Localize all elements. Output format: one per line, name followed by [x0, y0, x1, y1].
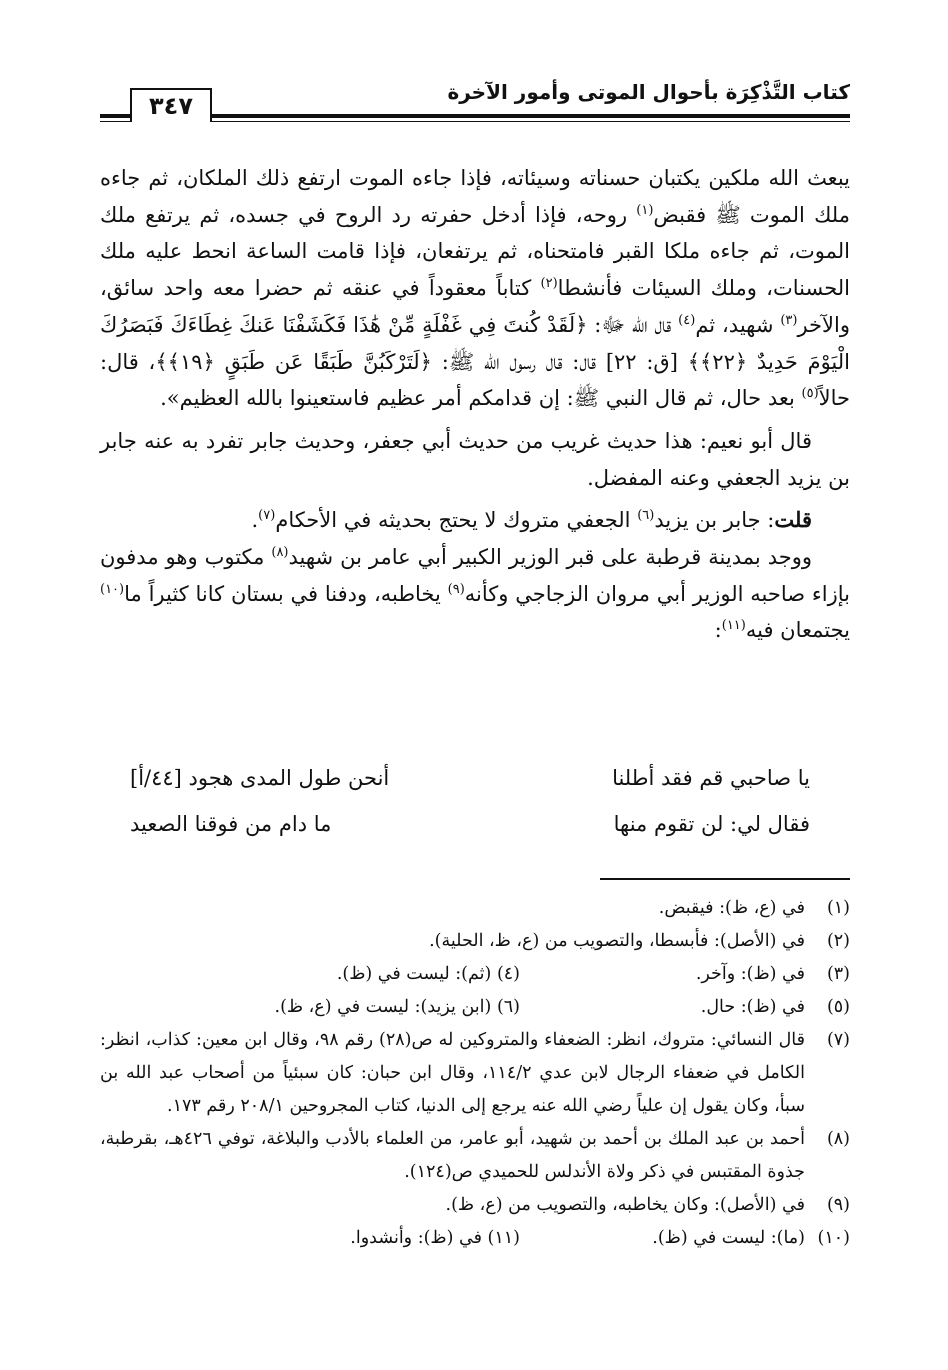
footnote-ref-3: (٣) — [780, 312, 798, 328]
header-rule-thin — [100, 121, 850, 122]
footnote-3: (٣) في (ظ): وآخر. — [695, 964, 850, 984]
verse-second-hemistich: أنحن طول المدى هجود [٤٤/أ] — [130, 766, 390, 790]
paragraph-hadith: يبعث الله ملكين يكتبان حسناته وسيئاته، فإذا جاءه الموت ارتفع ذلك الملكان، ثم جاءه ملك الموت ﷺ فقبض$^{(١)}$ روحه، فإذا أدخل حفرته رد الروح في جسده، ثم يرتفع ملك الموت، ثم جاءه ملكا القبر فامتحناه، ثم يرتفعان، فإذا قامت الساعة انحط عليه ملك الحسنات، وملك السيئات فأنشطا$^{(٢)}$ كتاباً معقوداً في عنقه ثم حضرا معه واحد سائق، والآخر$^{(٣)}$ شهيد، ثم$^{(٤)}$ قال الله ﷻ: ﴿لَقَدْ كُنتَ فِي غَفْلَةٍ مِّنْ هَٰذَا فَكَشَفْنَا عَنكَ غِطَاءَكَ فَبَصَرُكَ الْيَوْمَ حَدِيدٌ ﴿٢٢﴾﴾ [ق: ٢٢] قال: قال رسول الله ﷺ: ﴿لَتَرْكَبُنَّ طَبَقًا عَن طَبَقٍ ﴿١٩﴾﴾، قال: حالاً$^{(٥)}$ بعد حال، ثم قال النبي ﷺ: إن قدامكم أمر عظيم فاستعينوا بالله العظيم». — [100, 166, 850, 411]
main-text — [100, 160, 850, 649]
footnote-ref-6: (٦) — [637, 508, 655, 524]
quran-verse: ﴿لَتَرْكَبُنَّ طَبَقًا عَن طَبَقٍ ﴿١٩﴾﴾ — [155, 349, 432, 374]
footnote-7: (٧) قال النسائي: متروك، انظر: الضعفاء والمتروكين له ص(٢٨) رقم ٩٨، وقال ابن معين: كذاب، انظر: الكامل في ضعفاء الرجال لابن عدي ١١٤/٢، وقال ابن حبان: كان سبئياً من أصحاب عبد الله بن سبأ، وكان يقول إن علياً رضي الله عنه يرجع إلى الدنيا، كتاب المجروحين ٢٠٨/١ رقم ١٧٣. — [100, 1030, 850, 1116]
poem-verse — [100, 812, 850, 852]
paragraph-abu-nuaym: قال أبو نعيم: هذا حديث غريب من حديث أبي جعفر، وحديث جابر تفرد به عنه جابر بن يزيد الجعفي وعنه المفضل. — [100, 428, 850, 490]
qultu-label: قلت — [774, 507, 812, 533]
footnote-4: (٤) (ثم): ليست في (ظ). — [336, 964, 520, 984]
paragraph-qultu: قلت: جابر بن يزيد$^{(٦)}$ الجعفي متروك لا يحتج بحديثه في الأحكام$^{(٧)}$. — [251, 507, 812, 533]
poem-verse — [100, 766, 850, 806]
running-title: كتاب التَّذْكِرَة بأحوال الموتى وأمور الآخرة — [447, 80, 850, 104]
footnote-ref-2: (٢) — [540, 276, 558, 292]
footnote-ref-9: (٩) — [447, 581, 465, 597]
footnote-ref-8: (٨) — [271, 545, 289, 561]
footnote-1: (١) في (ع، ظ): فيقبض. — [658, 898, 850, 918]
page-header — [100, 70, 850, 126]
footnote-ref-10: (١٠) — [100, 581, 125, 597]
header-rule-thick — [100, 114, 850, 118]
page-number: ٣٤٧ — [130, 88, 212, 122]
footnote-ref-7: (٧) — [258, 508, 276, 524]
footnote-separator — [600, 878, 850, 880]
footnote-2: (٢) في (الأصل): فأبسطا، والتصويب من (ع، ظ، الحلية). — [429, 931, 850, 951]
footnote-ref-5: (٥) — [801, 386, 819, 402]
footnote-ref-4: (٤) — [678, 312, 696, 328]
footnote-8: (٨) أحمد بن عبد الملك بن أحمد بن شهيد، أبو عامر، من العلماء بالأدب والبلاغة، توفي ٤٢٦هـ، بقرطبة، جذوة المقتبس في ذكر ولاة الأندلس للحميدي ص(١٢٤). — [100, 1129, 850, 1182]
footnote-row-3-4 — [100, 958, 850, 991]
footnote-ref-11: (١١) — [721, 618, 746, 634]
footnote-row-5-6 — [100, 991, 850, 1024]
footnote-row-10-11 — [100, 1222, 850, 1255]
verse-second-hemistich: ما دام من فوقنا الصعيد — [130, 812, 332, 836]
footnote-5: (٥) في (ظ): حال. — [700, 997, 850, 1017]
quran-verse: ﴿لَقَدْ كُنتَ فِي غَفْلَةٍ مِّنْ هَٰذَا فَكَشَفْنَا عَنكَ غِطَاءَكَ فَبَصَرُكَ الْيَوْمَ حَدِيدٌ ﴿٢٢﴾﴾ — [100, 312, 850, 374]
footnote-ref-1: (١) — [636, 202, 654, 218]
footnote-11: (١١) في (ظ): وأنشدوا. — [350, 1228, 520, 1248]
verse-first-hemistich: فقال لي: لن تقوم منها — [613, 812, 810, 836]
footnotes — [100, 892, 850, 1255]
footnote-10: (١٠) (ما): ليست في (ظ). — [652, 1228, 850, 1248]
footnote-9: (٩) في (الأصل): وكان يخاطبه، والتصويب من (ع، ظ). — [445, 1195, 850, 1215]
footnote-6: (٦) (ابن يزيد): ليست في (ع، ظ). — [274, 997, 520, 1017]
paragraph-epitaph: ووجد بمدينة قرطبة على قبر الوزير الكبير أبي عامر بن شهيد$^{(٨)}$ مكتوب وهو مدفون بإزاء صاحبه الوزير أبي مروان الزجاجي وكأنه$^{(٩)}$ يخاطبه، ودفنا في بستان كانا كثيراً ما$^{(١٠)}$ يجتمعان فيه$^{(١١)}$: — [100, 545, 850, 643]
verse-first-hemistich: يا صاحبي قم فقد أطلنا — [612, 766, 810, 790]
